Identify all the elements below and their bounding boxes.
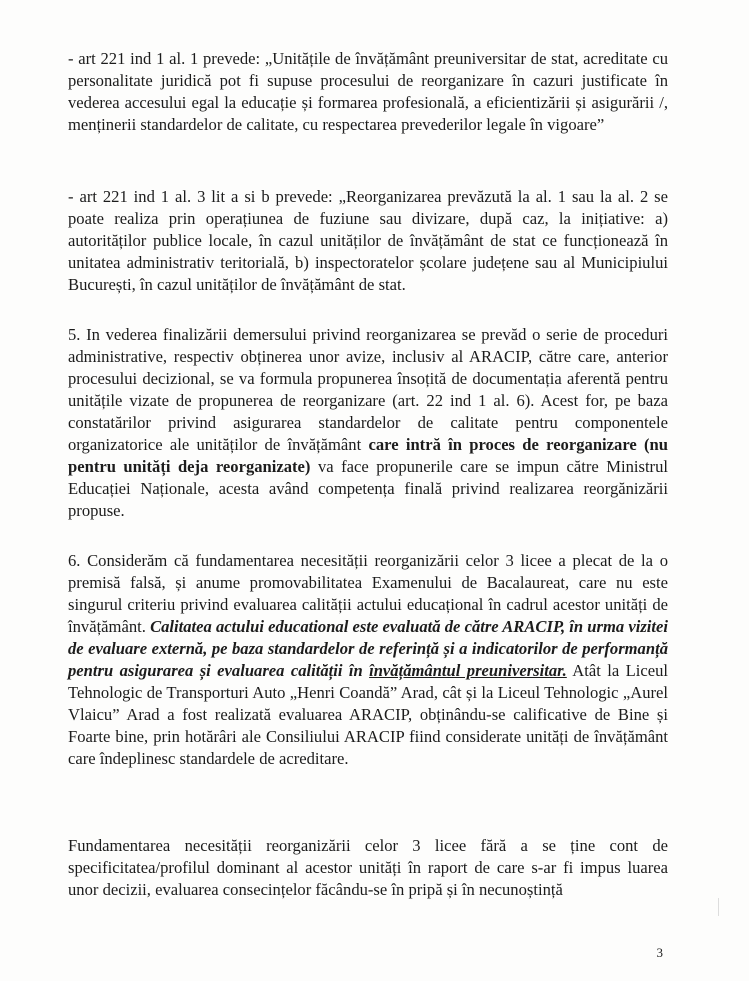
paragraph-emphasis-underlined: învățământul preuniversitar. [369, 661, 567, 680]
paragraph-text: va face propunerile care se impun către Ministrul Educației Naționale, acesta având competența finală privind realizarea reorgănizării propuse. [68, 457, 668, 520]
scan-edge-mark [718, 898, 731, 916]
page-number: 3 [656, 945, 663, 960]
paragraph-text: Fundamentarea necesității reorganizării celor 3 licee fără a se ține cont de specificitatea/profilul dominant al acestor unități în raport de care s-ar fi impus luarea unor decizii, evaluarea consecințelor făcându-se în pripă și în necunoștință [68, 836, 668, 899]
paragraph-fundamentarea [68, 835, 668, 901]
paragraph-text: 5. In vederea finalizării demersului privind reorganizarea se prevăd o serie de proceduri administrative, respectiv obținerea unor avize, inclusiv al ARACIP, către care, anterior procesului decizional, se va formula propunerea însoțită de documentația aferentă pentru unitățile vizate de propunerea de reorganizare (art. 22 ind 1 al. 6). Acest for, pe baza constatărilor privind asigurarea standardelor de calitate pentru componentele organizatorice ale unităților de învățământ [68, 325, 668, 454]
paragraph-emphasis-bold: care intră în proces de reorganizare (nu pentru unități deja reorganizate) [68, 435, 668, 476]
paragraph-text: 6. Considerăm că fundamentarea necesității reorganizării celor 3 licee a plecat de la o premisă falsă, și anume promovabilitatea Examenului de Bacalaureat, care nu este singurul criteriu privind evaluarea calității actului educațional în cadrul acestor unități de învățământ. [68, 551, 668, 636]
paragraph-point-6 [68, 550, 668, 770]
paragraph-text: Atât la Liceul Tehnologic de Transporturi Auto „Henri Coandă” Arad, cât și la Liceul Tehnologic „Aurel Vlaicu” Arad a fost realizată evaluarea ARACIP, obținându-se calificative de Bine și Foarte bine, prin hotărâri ale Consiliului ARACIP fiind considerate unități de învățământ care îndeplinesc standardele de acreditare. [68, 661, 668, 768]
paragraph-art-221-al-3 [68, 186, 668, 296]
paragraph-text: - art 221 ind 1 al. 3 lit a si b prevede: „Reorganizarea prevăzută la al. 1 sau la al. 2 se poate realiza prin operațiunea de fuziune sau divizare, după caz, la inițiative: a) autorităților publice locale, în cazul unităților de învățământ de stat ce funcționează în unitatea administrativ teritorială, b) inspectoratelor școlare județene sau al Municipiului București, în cazul unităților de învățământ de stat. [68, 187, 668, 294]
paragraph-text: - art 221 ind 1 al. 1 prevede: „Unitățile de învățământ preuniversitar de stat, acreditate cu personalitate juridică pot fi supuse procesului de reorganizare în cazuri justificate în vederea accesului egal la educație și formarea profesională, a eficientizării și asigurării /, menținerii standardelor de calitate, cu respectarea prevederilor legale în vigoare” [68, 49, 668, 134]
paragraph-point-5 [68, 324, 668, 522]
paragraph-art-221-al-1 [68, 48, 668, 136]
paragraph-emphasis-bold-italic: Calitatea actului educational este evaluată de către ARACIP, în urma vizitei de evaluare externă, pe baza standardelor de referință și a indicatorilor de performanță pentru asigurarea și evaluarea calității în [68, 617, 668, 680]
